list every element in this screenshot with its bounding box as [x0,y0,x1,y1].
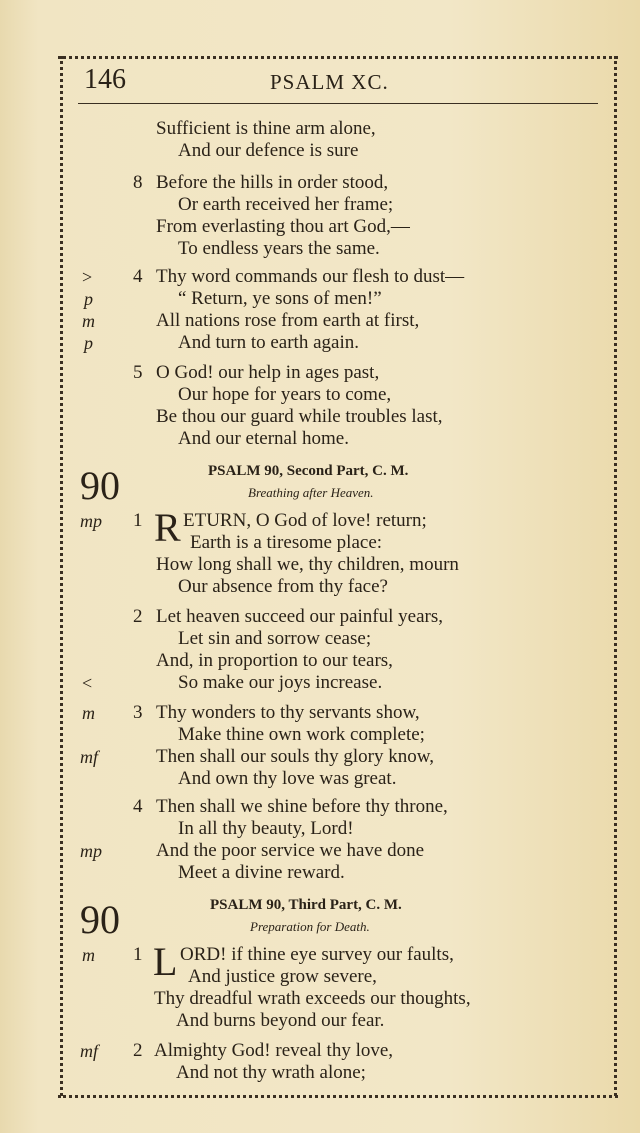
verse-number: 4 [133,266,143,287]
verse-line: And burns beyond our fear. [176,1010,385,1031]
dynamic-mark: mp [80,841,102,861]
verse-line: And justice grow severe, [188,966,377,987]
dynamic-mark: m [82,703,95,723]
verse-line: Make thine own work complete; [178,724,425,745]
verse-line: Then shall we shine before thy throne, [156,796,448,817]
verse-number: 1 [133,510,143,531]
dynamic-mark: < [82,673,93,693]
verse-line: And our eternal home. [178,428,349,449]
verse-line: To endless years the same. [178,238,380,259]
verse-line: All nations rose from earth at first, [156,310,420,331]
dynamic-mark: mf [80,1041,98,1061]
verse-line: Our hope for years to come, [178,384,392,405]
verse-line: Earth is a tiresome place: [190,532,383,553]
verse-line: So make our joys increase. [178,672,383,693]
verse-line: “ Return, ye sons of men!” [178,288,382,309]
verse-line: In all thy beauty, Lord! [178,818,354,839]
verse-line: ETURN, O God of love! return; [183,510,427,531]
ornamental-border-left [60,56,63,1096]
verse-line: Or earth received her frame; [178,194,394,215]
dynamic-mark: p [84,289,93,309]
verse-line: And turn to earth again. [178,332,359,353]
dynamic-mark: m [82,311,95,331]
verse-number: 8 [133,172,143,193]
verse-line: O God! our help in ages past, [156,362,380,383]
verse-number: 2 [133,1040,143,1061]
dynamic-mark: mf [80,747,98,767]
verse-line: From everlasting thou art God,— [156,216,410,237]
verse-line: Meet a divine reward. [178,862,345,883]
verse-line: Then shall our souls thy glory know, [156,746,434,767]
verse-line: ORD! if thine eye survey our faults, [180,944,454,965]
verse-line: Be thou our guard while troubles last, [156,406,443,427]
hymn-number: 90 [80,897,120,942]
hymn-number: 90 [80,463,120,508]
dynamic-mark: m [82,945,95,965]
verse-number: 2 [133,606,143,627]
header-rule [78,103,598,104]
verse-line: Sufficient is thine arm alone, [156,118,376,139]
verse-line: And our defence is sure [178,140,359,161]
verse-line: Before the hills in order stood, [156,172,389,193]
dynamic-mark: mp [80,511,102,531]
section-subtitle: Preparation for Death. [250,919,370,934]
dynamic-mark: > [82,267,93,287]
drop-cap: R [154,505,181,550]
section-title: PSALM 90, Second Part, C. M. [208,463,409,479]
section-title: PSALM 90, Third Part, C. M. [210,897,402,913]
drop-cap: L [153,939,178,984]
ornamental-border-bottom [58,1095,618,1098]
verse-line: Our absence from thy face? [178,576,388,597]
dynamic-mark: p [84,333,93,353]
verse-line: And, in proportion to our tears, [156,650,393,671]
verse-line: Thy wonders to thy servants show, [156,702,420,723]
verse-line: And the poor service we have done [156,840,425,861]
page-title: PSALM XC. [270,70,389,94]
verse-line: And not thy wrath alone; [176,1062,366,1083]
verse-line: Let heaven succeed our painful years, [156,606,443,627]
verse-line: Let sin and sorrow cease; [178,628,372,649]
verse-number: 3 [133,702,143,723]
verse-line: Thy dreadful wrath exceeds our thoughts, [154,988,471,1009]
verse-line: Thy word commands our flesh to dust— [156,266,465,287]
verse-number: 5 [133,362,143,383]
section-subtitle: Breathing after Heaven. [248,485,374,500]
verse-line: Almighty God! reveal thy love, [154,1040,394,1061]
page-number: 146 [84,64,126,95]
verse-line: How long shall we, thy children, mourn [156,554,459,575]
verse-number: 1 [133,944,143,965]
verse-number: 4 [133,796,143,817]
ornamental-border-top [58,56,618,59]
ornamental-border-right [614,56,617,1096]
verse-line: And own thy love was great. [178,768,397,789]
